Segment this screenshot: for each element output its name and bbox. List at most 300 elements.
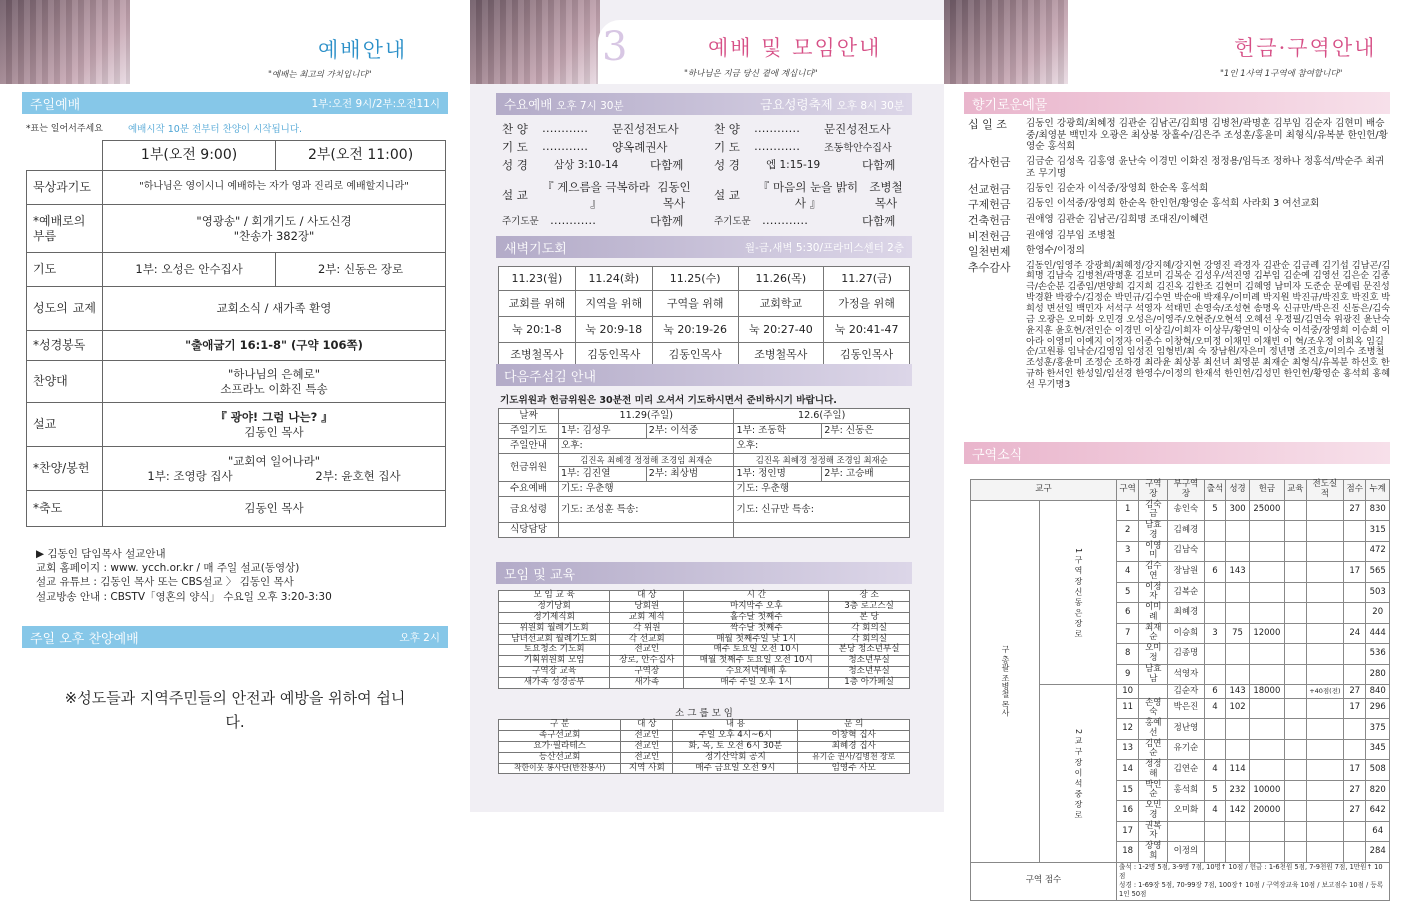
zone-cell [1344,582,1366,603]
bar-time: 오후 8시 30분 [836,100,904,112]
meet-cell: 청소년부실 [829,667,910,678]
order-person: 다함께 [650,158,684,172]
zone-cell [1284,521,1306,542]
bar-time: 오후 2시 [399,631,440,644]
meet-cell: 정기제직회 [499,612,610,623]
bar-label: 금요성령축제 [760,97,833,112]
small-group-title: 소 그 룹 모 임 [675,708,733,719]
zone-cell: 7 [1117,623,1139,644]
offering-type: 선교헌금 [968,182,1011,196]
order-item: 주기도문 [502,216,539,227]
zone-cell [1306,801,1343,822]
zone-cell [1344,664,1366,685]
homepage-link[interactable]: 교회 홈페이지 : www. ycch.or.kr / 매 주일 설교(동영상) [36,562,300,575]
row-header: *성경봉독 [27,331,103,361]
zone-cell: 20 [1366,603,1390,624]
zone-cell: 17 [1344,562,1366,583]
zone-head: 교구 [971,480,1117,501]
offering-type: 감사헌금 [968,156,1011,170]
serve-label: 헌금위원 [499,453,559,481]
zone-cell: 오미정 [1139,644,1168,665]
offering-names: 한영수/이정의 [1026,245,1085,257]
serve-table [498,408,910,538]
zone-cell [1204,521,1226,542]
page-subtitle: "예배는 최고의 가치입니다" [268,70,372,80]
offering-type: 십 일 조 [968,118,1007,131]
zone-cell: 김연순 [1168,760,1204,781]
zone-head: 누계 [1366,480,1390,501]
order-dots: ………… [550,213,596,227]
meet-cell: 각 회의실 [829,634,910,645]
meet-cell: 마지막주 오후 [684,601,829,612]
meet-cell: 3층 로고스실 [829,601,910,612]
bar-label: 다음주섬김 안내 [504,369,597,385]
zone-cell [1284,500,1306,521]
service-2-time: 2부(오전 11:00) [276,141,446,171]
zone-cell: 472 [1366,541,1390,562]
dawn-preacher: 김동인목사 [575,343,652,367]
serve-bar [496,364,912,386]
serve-label: 주일안내 [499,438,559,453]
small-head: 문 의 [798,720,910,731]
dawn-date: 11.23(월) [499,267,576,291]
dawn-prayer-bar [496,236,912,258]
zone-cell: 444 [1366,623,1390,644]
serve-head: 12.6(주일) [734,409,910,424]
row-value: "하나님의 은혜로" [228,367,320,382]
row-value: 교회소식 / 새가족 환영 [103,287,446,331]
zone-cell [1284,801,1306,822]
zone-cell [1306,644,1343,665]
serve-cell: 1부: 정인명 [734,467,822,482]
zone-cell: 11 [1117,698,1139,719]
order-item: 주기도문 [714,216,751,227]
panel-worship [0,0,470,812]
zone-cell: 64 [1366,821,1390,842]
zone-cell: 6 [1204,685,1226,698]
meet-head: 장 소 [829,591,910,602]
zone-cell [1284,821,1306,842]
serve-cell: 1부: 조동학 [734,423,822,438]
zone-cell [1306,842,1343,863]
order-item: 기 도 [714,140,740,154]
zone-cell: 최혜경 [1168,603,1204,624]
zone-cell: 9 [1117,664,1139,685]
zone-cell: 손영숙 [1139,698,1168,719]
zone-cell: 16 [1117,801,1139,822]
dawn-preacher: 김동인목사 [824,343,910,367]
zone-cell: 10 [1117,685,1139,698]
dawn-date: 11.24(화) [575,267,652,291]
score-rule: 출석 : 1-2명 5점, 3-9명 7점, 10명↑ 10점 / 헌금 : 1-6천원 5점, 7-9천원 7점, 1만원↑ 10점 [1119,862,1383,880]
zone-cell: 6 [1204,562,1226,583]
zone-cell [1226,644,1249,665]
order-item: 찬 양 [714,122,740,136]
serve-cell: 2부: 이석중 [646,423,734,438]
meet-cell: 홀수달 첫째주 [684,612,829,623]
zone-group-label: 2 교 구 장 이 석 중 장 로 [1040,685,1117,862]
page-title: 헌금·구역안내 [1234,36,1377,60]
order-item: 성 경 [502,158,528,172]
row-header: *축도 [27,491,103,527]
small-cell: 착한이웃 봉사단(반찬봉사) [499,763,621,774]
zone-cell: 5 [1204,500,1226,521]
order-person: 양옥례권사 [612,140,668,154]
offering-names: 권애영 김관순 김남곤/김희명 조대진/이혜련 [1026,214,1209,226]
serve-cell: 기도: 우춘행 [559,482,734,497]
zone-cell [1284,760,1306,781]
zone-cell [1249,521,1284,542]
zone-cell [1306,698,1343,719]
serve-label: 식당담당 [499,523,559,538]
meet-cell: 새가족 [610,678,684,689]
zone-cell [1306,780,1343,801]
small-cell: 임영주 사모 [798,763,910,774]
order-person: 다함께 [862,214,896,228]
bar-label: 주일예배 [30,97,81,113]
meet-cell: 구역장 [610,667,684,678]
serve-cell: 김진옥 최혜경 정정해 조경임 최재순 [559,453,734,467]
serve-cell: 오후: [734,438,910,453]
page-title: 예배 및 모임안내 [708,36,882,60]
zone-cell: 10000 [1249,780,1284,801]
zone-cell [1306,562,1343,583]
zone-cell: 300 [1226,500,1249,521]
zone-cell [1306,719,1343,740]
zone-cell: 345 [1366,739,1390,760]
meetings-table [498,590,910,689]
zone-cell: 18 [1117,842,1139,863]
meet-head: 시 간 [684,591,829,602]
service-1-time: 1부(오전 9:00) [103,141,276,171]
zone-cell [1284,842,1306,863]
zone-head: 성경 [1226,480,1249,501]
zone-cell [1284,739,1306,760]
zone-cell [1204,719,1226,740]
zone-cell [1284,603,1306,624]
meet-cell: 본당 청소년부실 [829,645,910,656]
sermon-title: 『 게으름을 극복하라 』 [542,180,650,210]
row-value: 김동인 목사 [103,491,446,527]
score-rule-label: 구역 점수 [971,862,1117,900]
order-item: 설 교 [502,188,528,202]
meet-head: 모 임 교 육 [499,591,610,602]
zone-head: 구역 [1117,480,1139,501]
zone-cell: 840 [1366,685,1390,698]
zone-cell: 280 [1366,664,1390,685]
zone-cell [1344,719,1366,740]
zone-cell: 오미화 [1168,801,1204,822]
zone-cell: 18000 [1249,685,1284,698]
broadcast-line: 설교방송 안내 : CBSTV「영혼의 양식」 수요일 오후 3:20-3:30 [36,590,332,603]
zone-cell [1204,739,1226,760]
afternoon-worship-bar [22,626,448,648]
offering-names: 김동인/임영주 강광희/최혜정/강지혜/강지현 강영진 곽경자 김관순 김금례 김기섭 김남곤/김희명 김남숙 김병천/곽명훈 김보미 김복순 김성우/석진영 김부임 김순예 김영선 김은순 김종극/손순분 김종임/변양희 김지희 김진옥 김한조 김현미 김혜영 남미자 도준순 문예림 문진성 박경환 박광수/김정순 박민규/김수연 박순애 박재우/이미례 박지원 박진규/박진호 박진호 박희성 변선일 백민자 서석구 석영자 석태민 손영숙/조성현 송명옥 신규만/박은진 신동은/김숙금 오광은 오미화 오민경 오성은/이영주/오현준/오현석 오혜선 우정필/김연숙 위광진 윤난숙 윤지훈 윤호현/전인순 이경민 이상길/이희자 이상무/황연익 이상숙 이석중/장영희 이승희 이아라 이영미 이예지 이정자 이종수 이창혁/오미정 이채민 이채빈 이 혁/조우정 이희옥 임길순/고원룡 임낙순/김영임 임성진 임형빈/최 숙 장남원/자은미 정년명 조건호/이의수 조병철 조성훈/홍윤미 조정순 조하경 최라윤 최상봉 최선녀 최영분 최재순 최형식/유복분 하선호 한규하 한서인 한성일/임선경 한영수/이정의 한재석 한인헌/김성민 한인헌/황영순 홍석희 홍혜선 무기명3 [1026,259,1391,390]
zone-cell: 13 [1117,739,1139,760]
dawn-topic: 교회학교 [738,291,824,317]
meet-cell: 매주 주일 오후 1시 [684,678,829,689]
page-subtitle: "1인 1사역 1구역에 참여합니다" [1220,69,1343,79]
serve-cell: 오후: [559,438,734,453]
dawn-topic: 교회를 위해 [499,291,576,317]
zone-cell [1226,719,1249,740]
zone-cell [1249,698,1284,719]
small-head: 내 용 [673,720,798,731]
zone-cell [1249,664,1284,685]
zone-cell [1284,623,1306,644]
meet-cell: 토요청소 기도회 [499,645,610,656]
zone-cell [1306,739,1343,760]
zone-cell: 5 [1117,582,1139,603]
meet-cell: 수요저녁예배 후 [684,667,829,678]
zone-cell: 김종명 [1168,644,1204,665]
serve-note: 기도위원과 헌금위원은 30분전 미리 오셔서 기도하시면서 준비하시기 바랍니다. [500,395,837,406]
zone-head: 헌금 [1249,480,1284,501]
sermon-title: 『 마음의 눈을 밝히사 』 [757,180,859,210]
zone-cell: 14 [1117,760,1139,781]
order-person: 문진성전도사 [824,122,891,136]
stand-note: *표는 일어서주세요 [26,124,103,134]
zone-cell: 정난영 [1168,719,1204,740]
small-cell: 주일 오후 4시~6시 [673,730,798,741]
zone-cell: 503 [1366,582,1390,603]
zone-cell [1204,541,1226,562]
zone-cell: 375 [1366,719,1390,740]
dawn-scripture: 눅 20:9-18 [575,317,652,343]
zone-cell: 1 [1117,500,1139,521]
zone-cell: 296 [1366,698,1390,719]
dawn-prayer-table [498,266,910,367]
bar-label: 주일 오후 찬양예배 [30,631,139,647]
zone-cell: 5 [1204,780,1226,801]
order-dots: ………… [754,139,800,153]
order-item: 성 경 [714,158,740,172]
row-header: *찬양/봉헌 [27,447,103,491]
meet-cell: 본 당 [829,612,910,623]
zone-district-label: 구 총괄 조병철 목사 [971,500,1040,862]
offering-names: 권애영 김부임 조병철 [1026,229,1116,241]
zone-cell: 15 [1117,780,1139,801]
zone-cell [1226,664,1249,685]
offering-bar [964,92,1390,114]
zone-cell: 남효경 [1139,521,1168,542]
serve-cell: 기도: 조성훈 특송: [559,497,734,523]
zone-cell: 유기순 [1168,739,1204,760]
zone-cell: 이정의 [1168,842,1204,863]
meet-cell: 장로, 안수집사 [610,656,684,667]
order-dots: ………… [762,213,808,227]
zone-cell: 27 [1344,780,1366,801]
serve-cell: 2부: 고승배 [822,467,910,482]
offering-names: 김동인 강광희/최혜정 김관순 김남곤/김희명 김병천/곽명훈 김부임 김순자 김현미 배승중/최영분 백민자 오광은 최상봉 장홀수/김은주 조성훈/홍윤미 최형식/유복분 한인헌/황영순 홍석희 [1026,118,1388,153]
youtube-line: 설교 유튜브 : 김동인 목사 또는 CBS설교 〉 김동인 목사 [36,576,294,589]
serve-cell: 기도: 우춘행 [734,482,910,497]
zone-cell [1226,842,1249,863]
dawn-scripture: 눅 20:1-8 [499,317,576,343]
page-subtitle: "하나님은 지금 당신 곁에 계십니다" [684,69,818,79]
offering-list [968,118,1392,391]
meet-head: 대 상 [610,591,684,602]
offering-names: 김동인 이석중/장영희 한순옥 한인헌/황영순 홍석희 사라회 3 여선교회 [1026,197,1320,209]
zone-cell [1306,541,1343,562]
dawn-topic: 지역을 위해 [575,291,652,317]
zone-cell [1284,698,1306,719]
row-header: 설교 [27,403,103,447]
zone-cell: 4 [1117,562,1139,583]
offering-type: 건축헌금 [968,214,1011,228]
zone-cell: 이정자 [1139,582,1168,603]
meet-cell: 각 위원 [610,623,684,634]
info-line: ▶ 김동인 담임목사 설교안내 [36,548,166,560]
row-value: "하나님은 영이시니 예배하는 자가 영과 진리로 예배할지니라" [103,171,446,205]
meet-cell: 1층 아가페실 [829,678,910,689]
order-dots: ………… [542,139,588,153]
small-cell: 지역 사회 [621,763,673,774]
bar-time: 오후 7시 30분 [556,100,624,112]
zone-cell [1204,644,1226,665]
zone-cell: 장남원 [1168,562,1204,583]
zone-cell [1249,603,1284,624]
row-value: "교회여 일어나라" [228,454,320,469]
meet-cell: 기획위원회 모임 [499,656,610,667]
zone-cell [1139,685,1168,698]
meet-cell: 교회 제직 [610,612,684,623]
meet-cell: 매주 토요일 오전 10시 [684,645,829,656]
zone-cell: 4 [1204,698,1226,719]
zone-cell: 8 [1117,644,1139,665]
zone-cell [1226,521,1249,542]
zone-cell: 143 [1226,562,1249,583]
zone-cell: 114 [1226,760,1249,781]
zone-cell: 2 [1117,521,1139,542]
offering-type: 일천번제 [968,245,1011,259]
meet-cell: 각 회의실 [829,623,910,634]
zone-cell: 박은진 [1168,698,1204,719]
serve-cell: 1부: 김진열 [559,467,647,482]
meet-cell: 남녀선교회 월례기도회 [499,634,610,645]
zone-cell: 최재순 [1139,623,1168,644]
zone-cell [1306,821,1343,842]
zone-cell [1344,842,1366,863]
zone-cell: 75 [1226,623,1249,644]
row-value: "찬송가 382장" [233,228,315,243]
zone-head: 구역장 [1139,480,1168,501]
praise-note: 예배시작 10분 전부터 찬양이 시작됩니다. [128,124,303,135]
meet-cell: 정기당회 [499,601,610,612]
small-head: 구 분 [499,720,621,731]
zone-group-label: 1 구 역 장 신 동 은 장 로 [1040,500,1117,685]
zone-cell: 김남숙 [1168,541,1204,562]
bar-label: 향기로운예물 [972,97,1048,113]
meet-cell: 새가족 성경공부 [499,678,610,689]
zone-cell: 이승희 [1168,623,1204,644]
friday-order [714,121,914,231]
bar-label: 모임 및 교육 [504,567,576,583]
zone-cell: 142 [1226,801,1249,822]
zone-cell: 102 [1226,698,1249,719]
zone-cell: 143 [1226,685,1249,698]
page-title: 예배안내 [318,38,408,62]
offering-names: 김금순 김성옥 김홍영 윤난숙 이경민 이화진 정정용/임득조 정하나 정홍석/박순주 최귀조 무기명 [1026,156,1385,179]
zone-cell: 508 [1366,760,1390,781]
zone-cell: 536 [1366,644,1390,665]
small-group-table [498,719,910,774]
zone-cell [1344,541,1366,562]
zone-cell [1249,821,1284,842]
zone-cell [1284,685,1306,698]
zone-cell [1204,821,1226,842]
order-dots: ………… [542,121,588,135]
small-cell: 최혜경 집사 [798,741,910,752]
zone-cell: 642 [1366,801,1390,822]
zone-cell: 정정해 [1139,760,1168,781]
small-cell: 전교인 [621,730,673,741]
order-item: 찬 양 [502,122,528,136]
choir-photo [470,0,600,84]
zone-head: 출석 [1204,480,1226,501]
dawn-date: 11.27(금) [824,267,910,291]
zone-cell [1306,664,1343,685]
zone-cell: 오민경 [1139,801,1168,822]
zone-cell [1284,644,1306,665]
small-cell: 전교인 [621,741,673,752]
zone-table [970,479,1390,901]
zone-cell: 315 [1366,521,1390,542]
zone-cell: +40점(전) [1306,685,1343,698]
zone-cell: 김연순 [1139,739,1168,760]
zone-cell: 25000 [1249,500,1284,521]
zone-cell: 석영자 [1168,664,1204,685]
zone-cell: 4 [1204,760,1226,781]
offering-type: 비전헌금 [968,229,1011,243]
dawn-topic: 구역을 위해 [652,291,738,317]
zone-cell: 김수연 [1139,562,1168,583]
row-header: 기도 [27,253,103,287]
row-header: 성도의 교제 [27,287,103,331]
zone-cell: 820 [1366,780,1390,801]
zone-cell: 홍석희 [1168,780,1204,801]
zone-cell: 12000 [1249,623,1284,644]
dawn-date: 11.26(목) [738,267,824,291]
zone-cell: 27 [1344,685,1366,698]
meet-cell: 각 선교회 [610,634,684,645]
order-person: 다함께 [862,158,896,172]
panel-meetings [470,0,944,812]
zone-head: 부구역장 [1168,480,1204,501]
meet-cell: 매월 첫째주일 낮 1시 [684,634,829,645]
serve-label: 금요성령 [499,497,559,523]
serve-head: 날짜 [499,409,559,424]
zone-cell [1168,821,1204,842]
page-number: 3 [602,24,628,70]
offering-type: 추수감사 [968,260,1011,274]
row-value: "영광송" / 회개기도 / 사도신경 [196,214,352,229]
zone-cell: 장영희 [1139,842,1168,863]
wednesday-order [502,121,702,231]
zone-cell: 6 [1117,603,1139,624]
meet-cell: 당회원 [610,601,684,612]
dawn-preacher: 김동인목사 [652,343,738,367]
offering-names: 김동인 김순자 이석중/장영희 한순옥 홍석희 [1026,182,1209,194]
zone-cell: 17 [1344,760,1366,781]
dawn-date: 11.25(수) [652,267,738,291]
zone-head: 전도실적 [1306,480,1343,501]
panel-offering [944,0,1416,899]
zone-cell [1284,562,1306,583]
zone-cell [1344,821,1366,842]
zone-cell [1306,623,1343,644]
scripture: 엡 1:15-19 [766,159,821,171]
